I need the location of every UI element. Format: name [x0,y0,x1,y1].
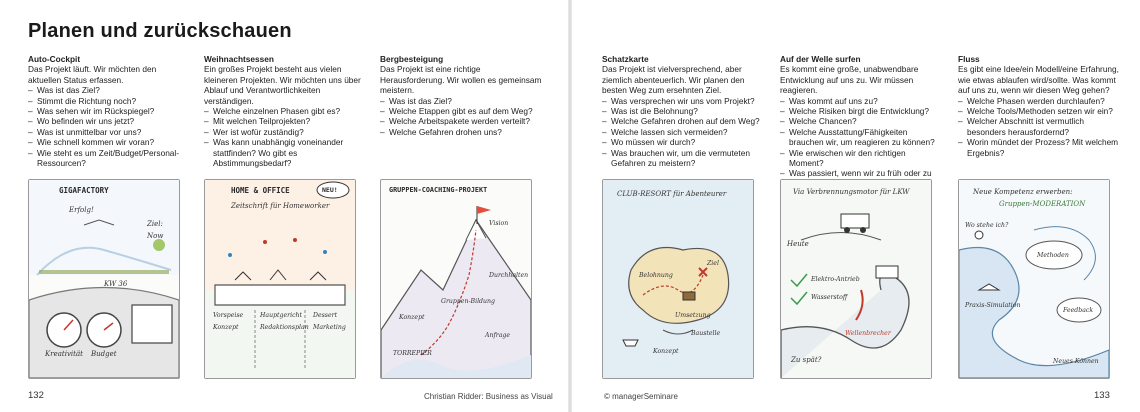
sketch-label: Budget [91,350,117,358]
sketch-title: Via Verbrennungsmotor für LKW [793,188,910,196]
question-item: – Wo müssen wir durch? [602,137,764,147]
question-item: – Was passiert, wenn wir zu früh oder zu [780,168,942,189]
page-number-right: 133 [1094,390,1110,401]
question-item: – Was ist unmittelbar vor uns? [28,127,190,137]
question-item: – Was versprechen wir uns vom Projekt? [602,96,764,106]
sketch-label: Wasserstoff [811,294,848,301]
sketch-label: Kreativität [45,350,83,358]
book-gutter [568,0,572,412]
sketch-fluss [958,179,1110,379]
sketch-label: Ziel [707,260,719,267]
sketch-title: HOME & OFFICE [231,186,290,195]
question-item: – Wie steht es um Zeit/Budget/Personal-Ressourcen? [28,148,190,169]
column-intro: Es kommt eine große, unabwendbare Entwicklung auf uns zu. Wir müssen reagieren. [780,64,919,96]
river-drawing [959,180,1109,378]
sketch-label: Hauptgericht [260,312,303,319]
column-heading: Schatzkarte [602,54,649,64]
question-item: – Welche Chancen? [780,116,942,126]
sketch-label: Praxis-Simulation [965,302,1021,309]
sketch-label: Belohnung [639,272,673,279]
question-list [204,106,366,168]
column-intro: Das Projekt ist vielversprechend, aber ziemlich abenteuerlich. Wir planen den besten Weg zum ersehnten Ziel. [602,64,745,96]
sketch-label: Feedback [1063,307,1094,314]
sketch-label: Gruppen-Bildung [441,298,495,305]
column-heading: Auto-Cockpit [28,54,81,64]
column-heading: Auf der Welle surfen [780,54,861,64]
sketch-subtitle: Zeitschrift für Homeworker [231,202,330,210]
column-fluss [958,54,1120,158]
question-item: – Welche Arbeitspakete werden verteilt? [380,116,542,126]
column-heading: Bergbesteigung [380,54,444,64]
question-item: – Wo befinden wir uns jetzt? [28,116,190,126]
sketch-schatzkarte [602,179,754,379]
question-item: – Was ist das Ziel? [380,96,542,106]
sketch-label: Konzept [399,314,425,321]
column-intro: Das Projekt ist eine richtige Herausforderung. Wir wollen es gemeinsam meistern. [380,64,542,96]
question-list [958,96,1120,158]
question-item: – Was brauchen wir, um die vermuteten Gefahren zu meistern? [602,148,764,169]
sketch-title: GRUPPEN-COACHING-PROJEKT [389,186,488,194]
column-weihnachtsessen [204,54,366,168]
question-list [602,96,764,169]
sketch-label: Redaktionsplan [260,324,309,331]
page-number-left: 132 [28,390,44,401]
question-item: – Was ist das Ziel? [28,85,190,95]
sketch-label: Dessert [313,312,338,319]
sketch-label: Wo stehe ich? [965,222,1009,229]
column-intro: Ein großes Projekt besteht aus vielen kleineren Projekten. Wir möchten uns über Ablauf und Verantwortlichkeiten verständigen. [204,64,361,106]
sketch-label: Wellenbrecher [845,330,891,337]
question-list [780,96,942,190]
page-title: Planen und zurückschauen [28,20,292,42]
question-item: – Worin mündet der Prozess? Mit welchem Ergebnis? [958,137,1120,158]
sketch-title: GIGAFACTORY [59,186,109,195]
question-item: – Welche Ausstattung/Fähigkeiten brauchen wir, um reagieren zu können? [780,127,942,148]
sketch-auf-der-welle-surfen [780,179,932,379]
sketch-label: Marketing [313,324,346,331]
sketch-label: KW 36 [104,280,128,288]
sketch-auto-cockpit [28,179,180,379]
column-auto-cockpit [28,54,190,168]
sketch-label: Konzept [653,348,679,355]
question-item: – Welche einzelnen Phasen gibt es? [204,106,366,116]
question-item: – Mit welchen Teilprojekten? [204,116,366,126]
sketch-label: Heute [787,240,809,248]
footer-left: Christian Ridder: Business as Visual [424,392,553,401]
question-item: – Was kommt auf uns zu? [780,96,942,106]
column-intro: Das Projekt läuft. Wir möchten den aktuellen Status erfassen. [28,64,157,85]
column-heading: Fluss [958,54,980,64]
sketch-label: Umsetzung [675,312,711,319]
sketch-subtitle: Gruppen-MODERATION [999,200,1086,208]
question-item: – Welche Etappen gibt es auf dem Weg? [380,106,542,116]
column-heading: Weihnachtsessen [204,54,274,64]
mountain-drawing [381,180,531,378]
sketch-weihnachtsessen [204,179,356,379]
column-auf-der-welle-surfen [780,54,942,189]
sketch-badge: NEU! [322,186,338,194]
sketch-label: TORREPIER [393,350,432,357]
footer-right: © managerSeminare [604,392,678,401]
question-item: – Was sehen wir im Rückspiegel? [28,106,190,116]
question-item: – Wer ist wofür zuständig? [204,127,366,137]
sketch-label: Ziel: [147,220,163,228]
question-item: – Welche Gefahren drohen auf dem Weg? [602,116,764,126]
column-bergbesteigung [380,54,542,137]
sketch-label: Erfolg! [69,206,94,214]
sketch-label: Vision [489,220,509,227]
question-item: – Welche Gefahren drohen uns? [380,127,542,137]
sketch-label: Konzept [213,324,239,331]
question-item: – Welche Risiken birgt die Entwicklung? [780,106,942,116]
question-list [380,96,542,138]
sketch-title: Neue Kompetenz erwerben: [973,188,1073,196]
question-item: – Welche lassen sich vermeiden? [602,127,764,137]
question-list [28,85,190,168]
column-schatzkarte [602,54,764,168]
sketch-label: Durchhalten [489,272,529,279]
question-item: – Wie schnell kommen wir voran? [28,137,190,147]
question-item: – Was ist die Belohnung? [602,106,764,116]
sketch-label: Methoden [1037,252,1069,259]
question-item: – Welche Phasen werden durchlaufen? [958,96,1120,106]
sketch-label: Neues Können [1053,358,1099,365]
question-item: – Was kann unabhängig voneinander stattfinden? Wo gibt es Abstimmungsbedarf? [204,137,366,168]
question-item: – Wie erwischen wir den richtigen Moment? [780,148,942,169]
sketch-label: Baustelle [691,330,721,337]
sketch-label: Elektro-Antrieb [811,276,860,283]
cockpit-drawing [29,180,179,378]
column-intro: Es gibt eine Idee/ein Modell/eine Erfahrung, wie etwas ablaufen wird/sollte. Was kommt auf uns zu, wenn wir diesen Weg gehen? [958,64,1119,96]
sketch-bergbesteigung [380,179,532,379]
sketch-label: Vorspeise [213,312,244,319]
question-item: – Stimmt die Richtung noch? [28,96,190,106]
sketch-label: Anfrage [485,332,511,339]
sketch-label: Now [147,232,164,240]
question-item: – Welcher Abschnitt ist vermutlich besonders herausfordernd? [958,116,1120,137]
sketch-title: CLUB-RESORT für Abenteurer [617,190,727,198]
sketch-label: Zu spät? [791,356,822,364]
question-item: – Welche Tools/Methoden setzen wir ein? [958,106,1120,116]
